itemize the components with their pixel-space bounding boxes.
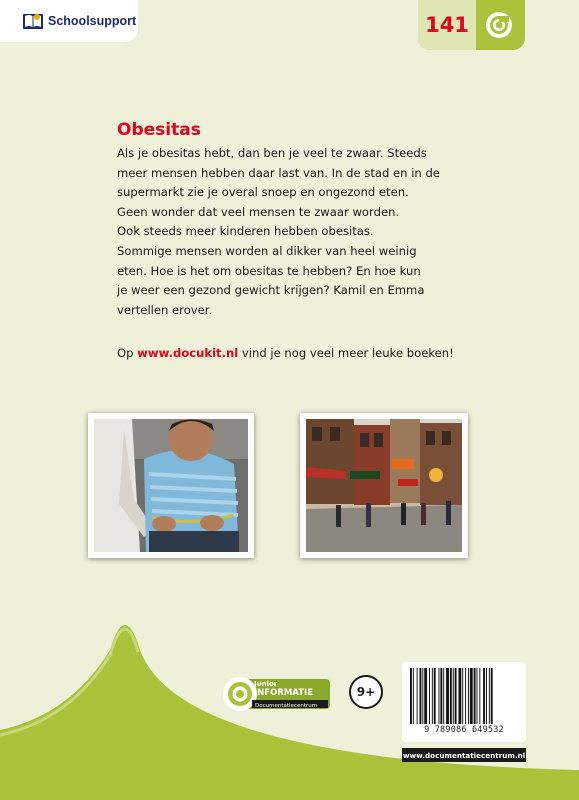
measuring-illustration bbox=[94, 419, 248, 552]
description-line: Sommige mensen worden al dikker van heel weinig bbox=[117, 243, 417, 258]
promo-prefix: Op bbox=[117, 346, 138, 361]
description-line: meer mensen hebben daar last van. In de stad en in de bbox=[117, 165, 440, 180]
barcode-icon bbox=[410, 668, 518, 724]
book-title: Obesitas bbox=[117, 120, 201, 140]
description-line: supermarkt zie je overal snoep en ongezond eten. bbox=[117, 185, 409, 200]
description-line: je weer een gezond gewicht krijgen? Kamil en Emma bbox=[117, 283, 425, 298]
promo-text bbox=[117, 346, 457, 360]
back-cover-text bbox=[117, 120, 457, 360]
description-line: eten. Hoe is het om obesitas te hebben? En hoe kun bbox=[117, 263, 421, 278]
age-rating: 9+ bbox=[356, 685, 376, 699]
description-line: vertellen erover. bbox=[117, 302, 213, 317]
spiral-icon bbox=[484, 10, 514, 40]
barcode-box bbox=[402, 662, 526, 742]
series-logo-line2: INFORMATIE bbox=[254, 688, 313, 698]
photo-city-street bbox=[300, 413, 468, 558]
age-rating-badge bbox=[349, 675, 383, 709]
series-number-box bbox=[418, 0, 476, 50]
publisher-logo bbox=[0, 0, 138, 42]
description-line: Ook steeds meer kinderen hebben obesitas. bbox=[117, 224, 374, 239]
docukit-link[interactable]: www.docukit.nl bbox=[137, 346, 239, 361]
description-line: Geen wonder dat veel mensen te zwaar worden. bbox=[117, 204, 400, 219]
publisher-name: Schoolsupport bbox=[48, 14, 137, 28]
series-badge bbox=[418, 0, 525, 50]
website-bar bbox=[402, 748, 526, 762]
promo-suffix: vind je nog veel meer leuke boeken! bbox=[238, 346, 454, 361]
photo-measuring-waist bbox=[88, 413, 254, 558]
street-illustration bbox=[306, 419, 462, 552]
description-line: Als je obesitas hebt, dan ben je veel te zwaar. Steeds bbox=[117, 146, 427, 160]
series-number: 141 bbox=[425, 13, 469, 37]
series-logo-line1: Junior bbox=[254, 680, 278, 688]
series-logo-line3: Documentatiecentrum bbox=[255, 703, 318, 709]
open-book-icon bbox=[22, 11, 44, 31]
website-link[interactable]: www.documentatiecentrum.nl bbox=[402, 750, 526, 760]
isbn-number: 9 789086 649532 bbox=[424, 725, 504, 735]
book-description bbox=[117, 144, 457, 320]
